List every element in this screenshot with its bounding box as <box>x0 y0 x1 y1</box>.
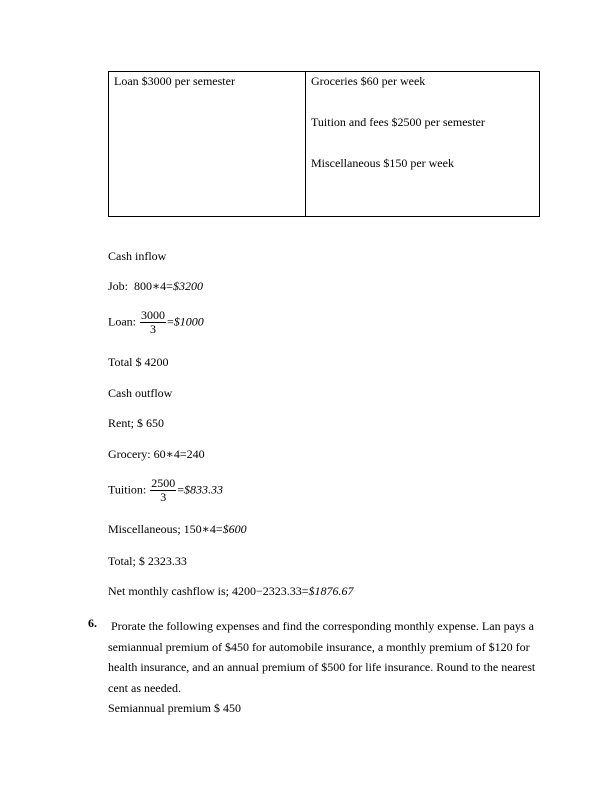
table-groceries-text: Groceries $60 per week <box>311 74 426 88</box>
job-label: Job: <box>108 279 129 293</box>
loan-label: Loan: <box>108 314 136 329</box>
loan-line <box>108 309 204 336</box>
net-expression: 4200−2323.33= <box>231 584 309 598</box>
loan-denominator: 3 <box>150 322 156 336</box>
cash-outflow-heading: Cash outflow <box>108 386 173 400</box>
table-misc-text: Miscellaneous $150 per week <box>311 156 454 170</box>
question-paragraph <box>108 616 548 719</box>
inflow-total: Total $ 4200 <box>108 355 169 369</box>
table-cell-right <box>306 72 539 216</box>
loan-result: $1000 <box>173 314 204 329</box>
rent-line: Rent; $ 650 <box>108 416 164 430</box>
tuition-label: Tuition: <box>108 482 147 497</box>
net-result: $1876.67 <box>308 584 354 598</box>
table-tuition-text: Tuition and fees $2500 per semester <box>311 115 485 129</box>
cash-inflow-heading: Cash inflow <box>108 249 167 263</box>
misc-line <box>108 522 247 537</box>
net-cashflow-line <box>108 584 354 599</box>
tuition-denominator: 3 <box>160 490 167 504</box>
loan-fraction <box>140 309 166 336</box>
loan-numerator: 3000 <box>141 308 165 322</box>
question-number: 6. <box>88 616 97 630</box>
misc-result: $600 <box>222 522 247 536</box>
misc-expression: 150∗4= <box>183 522 223 536</box>
job-expression: 800∗4= <box>134 279 173 293</box>
job-line <box>108 279 203 294</box>
question-text: Prorate the following expenses and find the corresponding monthly expense. Lan pays a semiannual premium of $450 for automobile insurance, a monthly premium of $120 for health insurance, and an annual premium of $500 for life insurance. Round to the nearest cent as needed. <box>108 619 536 695</box>
misc-label: Miscellaneous; <box>108 522 181 536</box>
job-result: $3200 <box>172 279 203 293</box>
grocery-label: Grocery: <box>108 447 151 461</box>
grocery-expression: 60∗4=240 <box>153 447 205 461</box>
outflow-total: Total; $ 2323.33 <box>108 554 187 568</box>
expense-table <box>108 71 540 217</box>
tuition-fraction <box>150 477 176 504</box>
loan-equals: = <box>167 314 174 329</box>
tuition-line <box>108 477 223 504</box>
grocery-line <box>108 447 205 462</box>
tuition-numerator: 2500 <box>151 476 176 490</box>
tuition-result: $833.33 <box>184 482 224 497</box>
net-label: Net monthly cashflow is; <box>108 584 229 598</box>
tuition-equals: = <box>177 482 185 497</box>
table-cell-left <box>109 72 306 216</box>
answer-start: Semiannual premium $ 450 <box>108 701 241 715</box>
table-loan-text: Loan $3000 per semester <box>114 74 235 88</box>
